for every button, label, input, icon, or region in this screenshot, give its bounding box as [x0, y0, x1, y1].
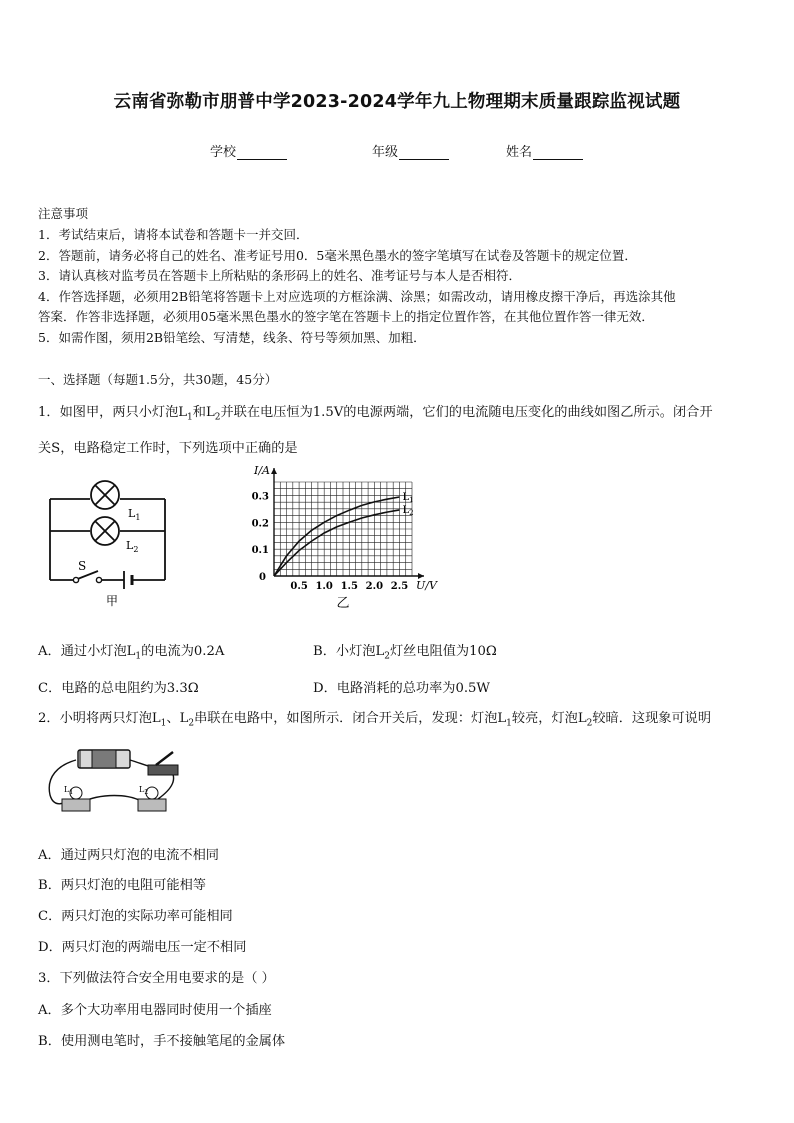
- notice-item: 4．作答选择题，必须用2B铅笔将答题卡上对应选项的方框涂满、涂黑；如需改动，请用橡皮擦干净后，再选涂其他: [38, 289, 676, 304]
- y-tick-label: 0.1: [251, 545, 269, 557]
- y-tick-label: 0.2: [251, 518, 269, 530]
- q2-option-a: A．通过两只灯泡的电流不相同: [38, 848, 219, 863]
- y-axis-label: I/A: [254, 464, 270, 477]
- notice-item: 3．请认真核对监考员在答题卡上所粘贴的条形码上的姓名、准考证号与本人是否相符．: [38, 268, 521, 283]
- x-tick-label: 1.5: [340, 581, 358, 592]
- q3-option-a: A．多个大功率用电器同时使用一个插座: [38, 1003, 272, 1018]
- q2-option-b: B．两只灯泡的电阻可能相等: [38, 878, 206, 893]
- q1-option-d: D．电路消耗的总功率为0.5W: [313, 681, 490, 696]
- lamp-l2-label: $L_2$: [126, 539, 139, 554]
- y-tick-label: 0.3: [251, 491, 269, 503]
- x-tick-label: 1.0: [315, 581, 333, 592]
- x-tick-label: 0.5: [290, 581, 308, 592]
- x-tick-label: 2.5: [390, 581, 409, 592]
- school-field: [210, 141, 287, 160]
- origin-label: 0: [259, 572, 266, 583]
- bulb-l1-label: $L_1$: [64, 785, 74, 796]
- x-tick-label: 2.0: [365, 581, 384, 592]
- q3-stem: 3．下列做法符合安全用电要求的是（ ）: [38, 971, 275, 986]
- name-label: 姓名: [506, 145, 533, 160]
- q2-stem: 2．小明将两只灯泡$L_1$、$L_2$串联在电路中，如图所示．闭合开关后，发现：灯泡$L_1$较亮，灯泡$L_2$较暗．这现象可说明: [38, 711, 712, 729]
- q1-option-c: C．电路的总电阻约为3.3Ω: [38, 681, 199, 696]
- notice-item: 答案．作答非选择题，必须用05毫米黑色墨水的签字笔在答题卡上的指定位置作答，在其他位置作答一律无效．: [38, 309, 654, 324]
- name-field: [506, 141, 583, 160]
- q1-option-a: A．通过小灯泡$L_1$的电流为0.2A: [38, 644, 225, 662]
- q3-option-b: B．使用测电笔时，手不接触笔尾的金属体: [38, 1034, 286, 1049]
- section-heading: 一、选择题（每题1.5分，共30题，45分）: [38, 372, 278, 387]
- switch-label: S: [78, 559, 87, 573]
- switch-icon: [148, 752, 178, 775]
- notice-heading: 注意事项: [38, 206, 89, 221]
- series-label: $L_1$: [402, 492, 414, 505]
- circuit-diagram-a: [40, 472, 175, 612]
- notice-item: 5．如需作图，须用2B铅笔绘、写清楚，线条、符号等须加黑、加粗．: [38, 330, 426, 345]
- q2-option-c: C．两只灯泡的实际功率可能相同: [38, 909, 233, 924]
- x-axis-label: U/V: [416, 579, 437, 592]
- figure-caption-b: 乙: [336, 596, 350, 610]
- page-title: 云南省弥勒市朋普中学2023-2024学年九上物理期末质量跟踪监视试题: [113, 92, 681, 112]
- q2-option-d: D．两只灯泡的两端电压一定不相同: [38, 940, 247, 955]
- iu-chart: [244, 462, 454, 610]
- name-blank: [533, 146, 583, 160]
- lamp-l1-label: $L_1$: [128, 507, 141, 522]
- series-circuit-photo: [40, 737, 190, 822]
- battery-icon: [78, 750, 130, 768]
- q1-stem: 1．如图甲，两只小灯泡$L_1$和$L_2$并联在电压恒为1.5V的电源两端，它们的电流随电压变化的曲线如图乙所示。闭合开: [38, 405, 713, 423]
- q1-option-b: B．小灯泡$L_2$灯丝电阻值为10Ω: [313, 644, 497, 662]
- grade-label: 年级: [372, 145, 399, 160]
- grade-field: [372, 141, 449, 160]
- bulb-l2-label: $L_2$: [139, 785, 149, 796]
- grade-blank: [399, 146, 449, 160]
- notice-item: 1．考试结束后，请将本试卷和答题卡一并交回．: [38, 227, 309, 242]
- school-label: 学校: [210, 145, 237, 160]
- figure-caption-a: 甲: [106, 594, 119, 608]
- y-axis-arrow-icon: [271, 468, 277, 474]
- school-blank: [237, 146, 287, 160]
- notice-item: 2．答题前，请务必将自己的姓名、准考证号用0．5毫米黑色墨水的签字笔填写在试卷及答题卡的规定位置．: [38, 248, 637, 263]
- series-label: $L_2$: [402, 504, 414, 517]
- q1-stem-line2: 关S，电路稳定工作时，下列选项中正确的是: [38, 441, 298, 456]
